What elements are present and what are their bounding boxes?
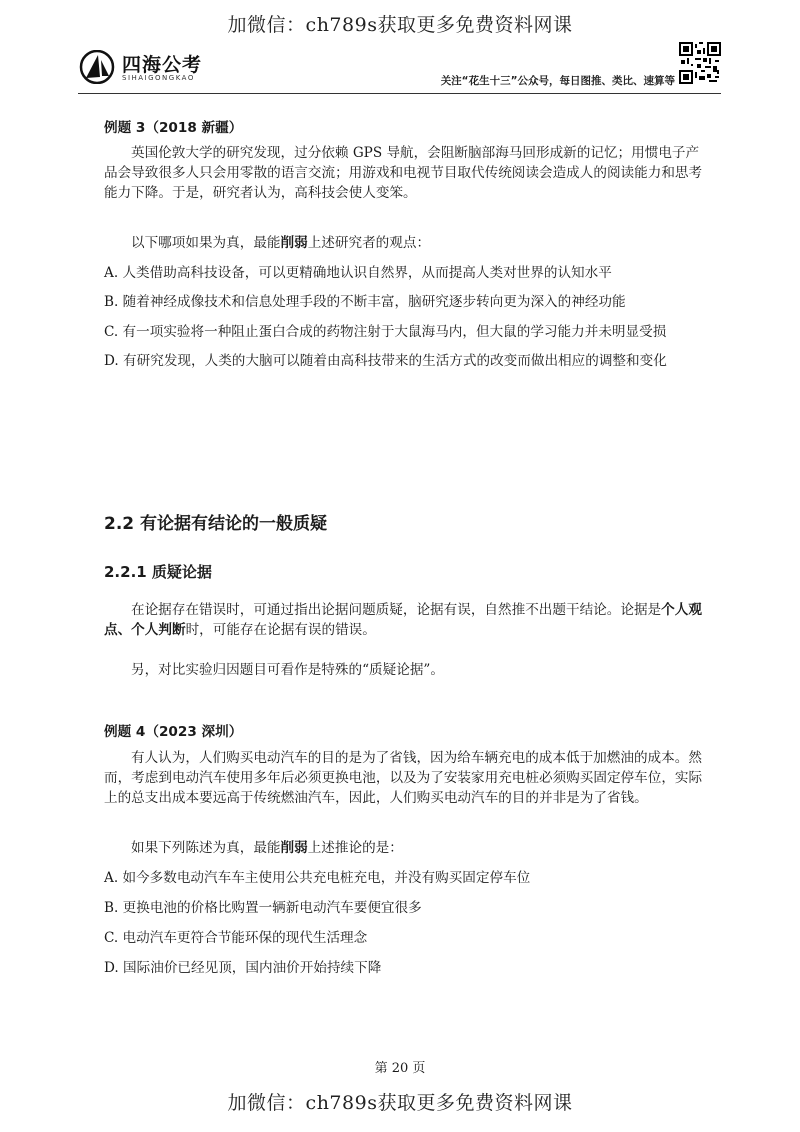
section-paragraph-1 — [104, 600, 704, 640]
example-3-stem — [104, 143, 704, 203]
example-4-question-pre: 如果下列陈述为真，最能 — [131, 840, 281, 856]
section-paragraph-2 — [104, 660, 704, 680]
section-p1-pre: 在论据存在错误时，可通过指出论据问题质疑，论据有误，自然推不出题干结论。论据是 — [131, 602, 662, 618]
example-3-option-c: C. 有一项实验将一种阻止蛋白合成的药物注射于大鼠海马内，但大鼠的学习能力并未明显受损 — [104, 324, 667, 340]
example-4-option-a: A. 如今多数电动汽车车主使用公共充电桩充电，并没有购买固定停车位 — [104, 870, 531, 886]
logo-text: 四海公考 — [122, 54, 203, 76]
page-header — [78, 42, 721, 96]
logo-subtext: SIHAIGONGKAO — [122, 74, 195, 82]
example-3-option-d: D. 有研究发现，人类的大脑可以随着由高科技带来的生活方式的改变而做出相应的调整和变化 — [104, 353, 667, 369]
example-4-question — [104, 838, 704, 858]
example-3-question-post: 上述研究者的观点： — [307, 235, 431, 251]
example-4-option-d: D. 国际油价已经见顶，国内油价开始持续下降 — [104, 960, 382, 976]
example-4-question-post: 上述推论的是： — [307, 840, 403, 856]
example-4-question-keyword: 削弱 — [280, 840, 308, 856]
watermark-bottom: 加微信：ch789s获取更多免费资料网课 — [227, 1092, 573, 1114]
header-divider — [78, 93, 721, 94]
section-heading-2-2-1: 2.2.1 质疑论据 — [104, 563, 212, 581]
example-4-option-c: C. 电动汽车更符合节能环保的现代生活理念 — [104, 930, 368, 946]
example-3-option-a: A. 人类借助高科技设备，可以更精确地认识自然界，从而提高人类对世界的认知水平 — [104, 265, 612, 281]
example-3-question — [104, 233, 704, 253]
example-4-option-b: B. 更换电池的价格比购置一辆新电动汽车要便宜很多 — [104, 900, 422, 916]
example-3-question-pre: 以下哪项如果为真，最能 — [131, 235, 281, 251]
page-number: 第 20 页 — [374, 1061, 426, 1076]
section-p1-post: 时，可能存在论据有误的错误。 — [185, 622, 376, 638]
section-p2-text: 另，对比实验归因题目可看作是特殊的“质疑论据”。 — [131, 662, 444, 678]
watermark-top: 加微信：ch789s获取更多免费资料网课 — [227, 14, 573, 36]
example-4-stem-text: 有人认为，人们购买电动汽车的目的是为了省钱，因为给车辆充电的成本低于加燃油的成本。然而，考虑到电动汽车使用多年后必须更换电池，以及为了安装家用充电桩必须购买固定停车位，实际上的总支出成本要远高于传统燃油汽车，因此，人们购买电动汽车的目的并非是为了省钱。 — [104, 750, 703, 806]
example-4-stem — [104, 748, 704, 808]
section-p1-emphasis: 个人观点、个人判断 — [104, 602, 702, 638]
example-3-question-keyword: 削弱 — [280, 235, 308, 251]
example-3-stem-text: 英国伦敦大学的研究发现，过分依赖 GPS 导航，会阻断脑部海马回形成新的记忆；用惯电子产品会导致很多人只会用零散的语言交流；用游戏和电视节目取代传统阅读会造成人的阅读能力和思考能力下降。于是，研究者认为，高科技会使人变笨。 — [104, 145, 703, 201]
brand-logo — [78, 48, 238, 88]
example-3-title: 例题 3（2018 新疆） — [104, 120, 243, 136]
header-slogan: 关注“花生十三”公众号，每日图推、类比、速算等 — [440, 75, 675, 87]
example-4-title: 例题 4（2023 深圳） — [104, 724, 243, 740]
example-3-option-b: B. 随着神经成像技术和信息处理手段的不断丰富，脑研究逐步转向更为深入的神经功能 — [104, 294, 626, 310]
sail-logo-icon — [78, 50, 116, 84]
section-heading-2-2: 2.2 有论据有结论的一般质疑 — [104, 514, 328, 534]
qr-code-icon — [679, 42, 721, 84]
